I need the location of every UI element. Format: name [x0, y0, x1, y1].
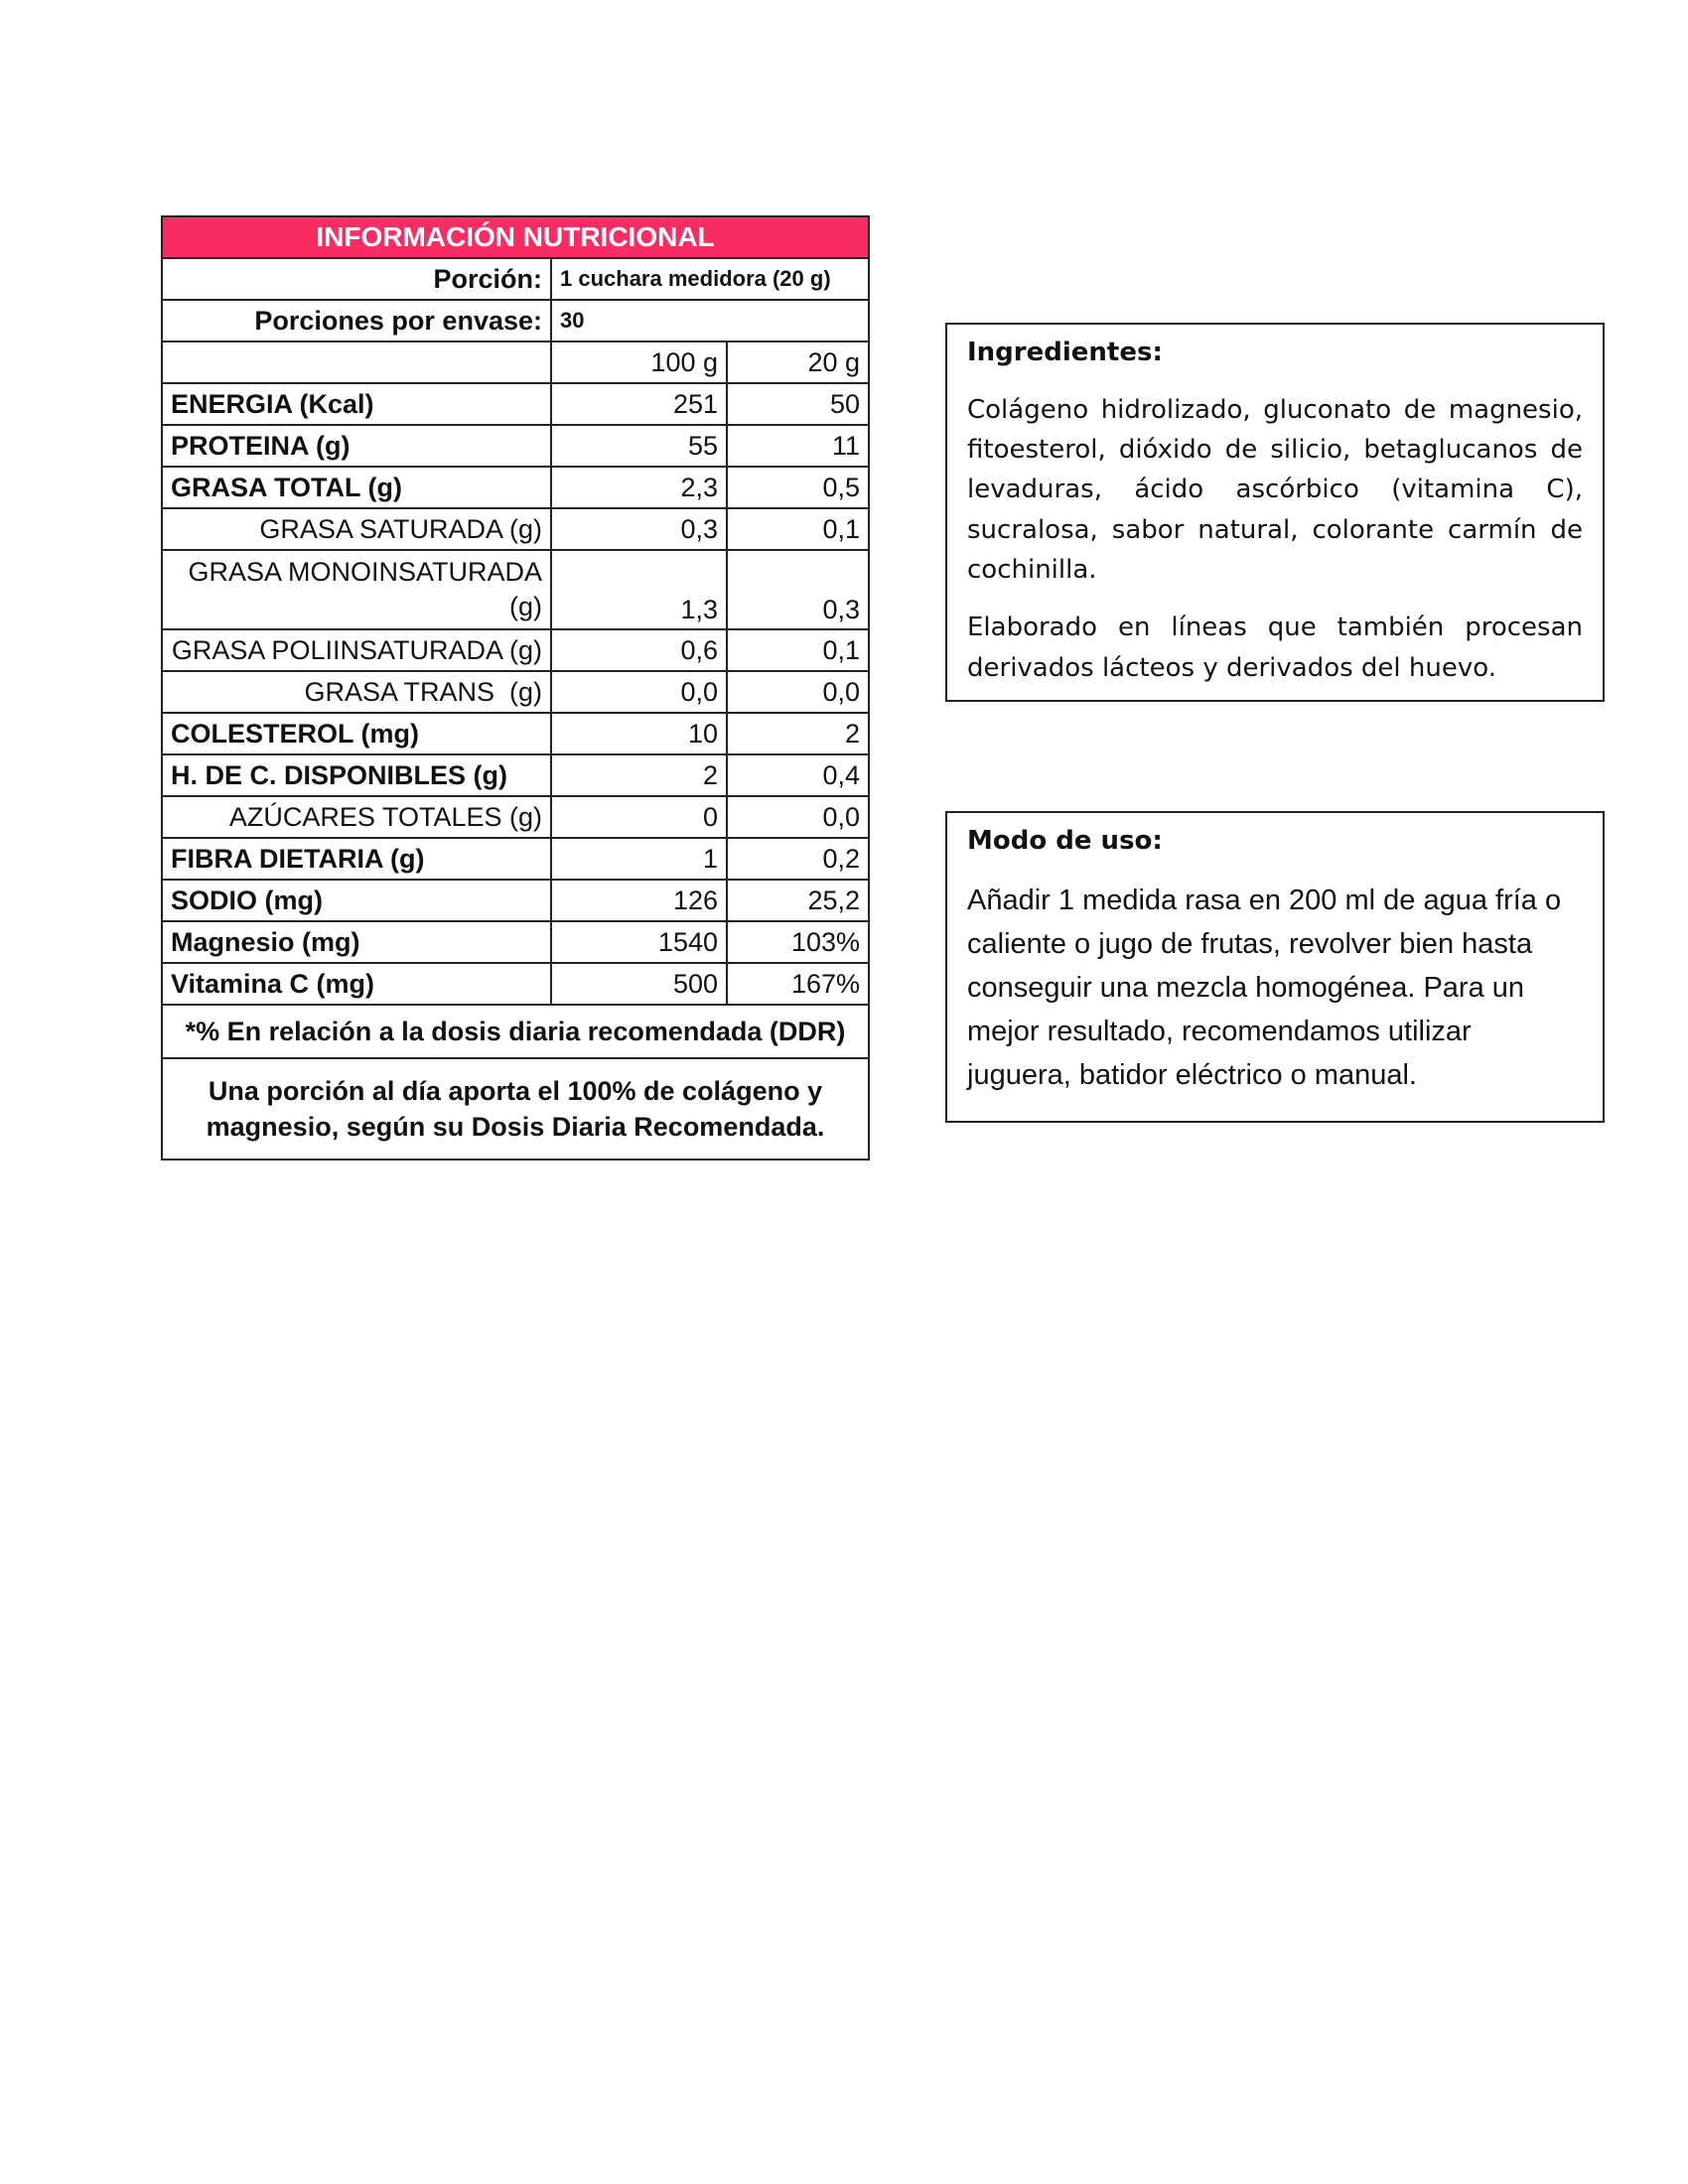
nutrition-header-row	[162, 216, 869, 258]
nutrition-title: INFORMACIÓN NUTRICIONAL	[162, 216, 869, 258]
row-label: Vitamina C (mg)	[162, 963, 551, 1005]
table-row	[162, 467, 869, 508]
table-row	[162, 963, 869, 1005]
ddr-note-row	[162, 1005, 869, 1058]
row-value-100g: 1540	[551, 921, 727, 963]
table-row	[162, 796, 869, 838]
column-header-empty	[162, 341, 551, 383]
row-value-20g: 25,2	[727, 880, 869, 921]
row-label: GRASA TRANS (g)	[162, 671, 551, 713]
row-label: PROTEINA (g)	[162, 425, 551, 467]
usage-text: Añadir 1 medida rasa en 200 ml de agua fría o caliente o jugo de frutas, revolver bien hasta conseguir una mezcla homogénea. Para un mejor resultado, recomendamos utilizar juguera, batidor eléctrico o manual.	[967, 884, 1562, 1092]
table-row	[162, 671, 869, 713]
row-label: ENERGIA (Kcal)	[162, 383, 551, 425]
row-value-100g: 2	[551, 754, 727, 796]
final-note: Una porción al día aporta el 100% de colágeno y magnesio, según su Dosis Diaria Recomendada.	[162, 1058, 869, 1160]
row-label: H. DE C. DISPONIBLES (g)	[162, 754, 551, 796]
allergen-note: Elaborado en líneas que también procesan derivados lácteos y derivados del huevo.	[967, 613, 1583, 683]
table-row	[162, 754, 869, 796]
usage-title: Modo de uso:	[967, 826, 1163, 856]
row-value-20g: 0,4	[727, 754, 869, 796]
row-value-100g: 55	[551, 425, 727, 467]
row-value-20g: 0,2	[727, 838, 869, 880]
servings-label: Porciones por envase:	[162, 300, 551, 341]
table-row	[162, 550, 869, 629]
table-row	[162, 921, 869, 963]
table-row	[162, 880, 869, 921]
row-value-20g: 11	[727, 425, 869, 467]
portion-label: Porción:	[162, 258, 551, 300]
row-value-20g: 0,1	[727, 629, 869, 671]
row-label: FIBRA DIETARIA (g)	[162, 838, 551, 880]
column-header-100g: 100 g	[551, 341, 727, 383]
ddr-note: *% En relación a la dosis diaria recomendada (DDR)	[162, 1005, 869, 1058]
row-value-20g: 103%	[727, 921, 869, 963]
row-value-100g: 126	[551, 880, 727, 921]
row-value-100g: 0,0	[551, 671, 727, 713]
row-label-line1: GRASA MONOINSATURADA	[188, 556, 542, 587]
row-value-20g: 2	[727, 713, 869, 754]
usage-box	[945, 811, 1605, 1123]
row-label: AZÚCARES TOTALES (g)	[162, 796, 551, 838]
row-value-100g: 1	[551, 838, 727, 880]
row-value-20g: 167%	[727, 963, 869, 1005]
row-label: GRASA TOTAL (g)	[162, 467, 551, 508]
row-value-100g: 0	[551, 796, 727, 838]
row-label: Magnesio (mg)	[162, 921, 551, 963]
row-value-20g: 50	[727, 383, 869, 425]
row-label: GRASA POLIINSATURADA (g)	[162, 629, 551, 671]
row-value-100g: 10	[551, 713, 727, 754]
column-header-row	[162, 341, 869, 383]
row-value-100g: 500	[551, 963, 727, 1005]
servings-row	[162, 300, 869, 341]
row-label: SODIO (mg)	[162, 880, 551, 921]
row-value-20g: 0,1	[727, 508, 869, 550]
row-value-100g: 1,3	[551, 550, 727, 629]
ingredients-title: Ingredientes:	[967, 338, 1163, 367]
ingredients-box	[945, 323, 1605, 702]
row-value-20g: 0,3	[727, 550, 869, 629]
table-row	[162, 838, 869, 880]
row-value-100g: 0,6	[551, 629, 727, 671]
row-label: COLESTEROL (mg)	[162, 713, 551, 754]
row-value-100g: 0,3	[551, 508, 727, 550]
final-note-row	[162, 1058, 869, 1160]
table-row	[162, 508, 869, 550]
row-value-20g: 0,5	[727, 467, 869, 508]
row-value-100g: 251	[551, 383, 727, 425]
table-row	[162, 383, 869, 425]
portion-value: 1 cuchara medidora (20 g)	[551, 258, 869, 300]
row-value-100g: 2,3	[551, 467, 727, 508]
table-row	[162, 629, 869, 671]
ingredients-text: Colágeno hidrolizado, gluconato de magnesio, fitoesterol, dióxido de silicio, betaglucanos de levaduras, ácido ascórbico (vitamina C), sucralosa, sabor natural, colorante carmín de cochinilla.	[967, 394, 1583, 585]
servings-value: 30	[551, 300, 869, 341]
portion-row	[162, 258, 869, 300]
row-value-20g: 0,0	[727, 671, 869, 713]
table-row	[162, 425, 869, 467]
row-label	[162, 550, 551, 629]
row-label-line2: (g)	[509, 591, 542, 621]
column-header-20g: 20 g	[727, 341, 869, 383]
nutrition-table	[161, 215, 870, 1160]
row-value-20g: 0,0	[727, 796, 869, 838]
row-label: GRASA SATURADA (g)	[162, 508, 551, 550]
table-row	[162, 713, 869, 754]
